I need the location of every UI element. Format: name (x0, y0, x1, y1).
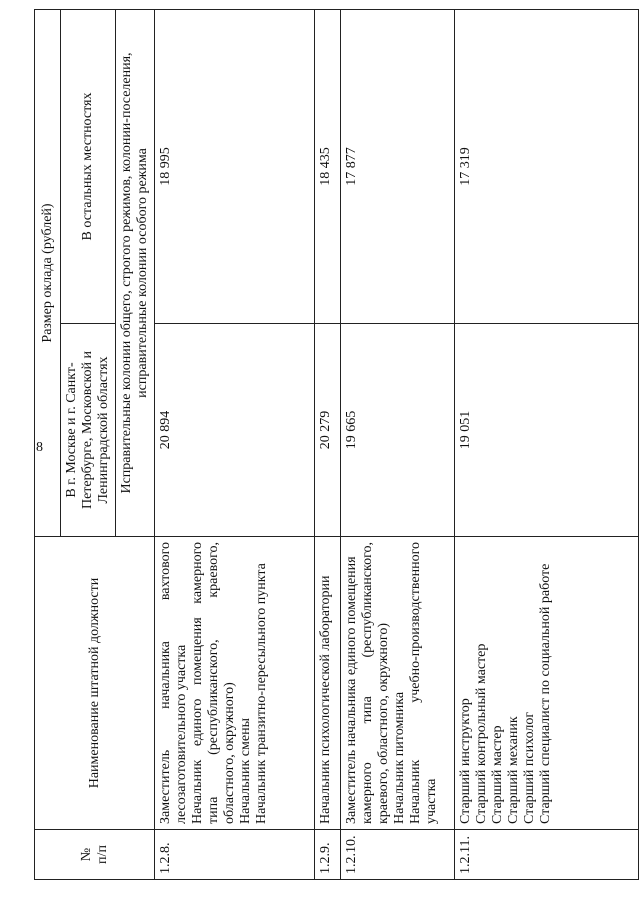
position-line: Начальник транзитно-пересыльного пункта (254, 563, 269, 824)
table-row (341, 9, 455, 879)
position-line: Начальник смены (238, 718, 253, 824)
position-line: Заместитель начальника вахтового (158, 542, 173, 824)
position-line: Старший специалист по социальной работе (538, 563, 553, 824)
salary-other: 18 995 (155, 9, 315, 323)
row-number: 1.2.11. (455, 830, 639, 880)
table-row (455, 9, 639, 879)
position-line: Начальник психологической лаборатории (318, 575, 333, 824)
table-row (155, 9, 315, 879)
salary-other: 17 877 (341, 9, 455, 323)
position-line: Заместитель начальника единого помещения (344, 556, 359, 824)
header-moscow: В г. Москве и г. Санкт-Петербурге, Московской и Ленинградской областях (61, 324, 116, 537)
row-positions (341, 537, 455, 830)
position-line: Старший мастер (490, 725, 505, 824)
header-position-name: Наименование штатной должности (35, 537, 155, 830)
header-colonies: Исправительные колонии общего, строгого режимов, колонии-поселения, исправительные колонии особого режима (116, 9, 155, 536)
position-line: краевого, областного, окружного) (376, 623, 391, 824)
header-salary: Размер оклада (рублей) (35, 9, 61, 536)
position-line: Начальник питомника (392, 691, 407, 824)
salary-other: 18 435 (315, 9, 341, 323)
position-line: Старший психолог (522, 711, 537, 824)
position-line: областного, окружного) (222, 682, 237, 824)
row-number: 1.2.10. (341, 830, 455, 880)
position-line: камерного типа (республиканского, (360, 542, 375, 824)
table-row (315, 9, 341, 879)
position-line: лесозаготовительного участка (174, 644, 189, 824)
salary-other: 17 319 (455, 9, 639, 323)
position-line: типа (республиканского, краевого, (206, 542, 221, 824)
salary-moscow: 19 665 (341, 324, 455, 537)
header-number: № п/п (35, 830, 155, 880)
salary-moscow: 20 894 (155, 324, 315, 537)
row-number: 1.2.9. (315, 830, 341, 880)
row-number: 1.2.8. (155, 830, 315, 880)
row-positions (155, 537, 315, 830)
position-line: Старший контрольный мастер (474, 643, 489, 824)
row-positions (315, 537, 341, 830)
position-line: Старший инструктор (458, 698, 473, 824)
row-positions (455, 537, 639, 830)
page-number: 8 (36, 440, 43, 455)
position-line: Старший механик (506, 716, 521, 824)
position-line: участка (424, 778, 439, 824)
header-other: В остальных местностях (61, 9, 116, 323)
position-line: Начальник единого помещения камерного (190, 542, 205, 824)
salary-table (34, 9, 639, 880)
position-line: Начальник учебно-производственного (408, 542, 423, 824)
salary-moscow: 20 279 (315, 324, 341, 537)
rotated-table-wrapper (34, 10, 639, 880)
salary-moscow: 19 051 (455, 324, 639, 537)
